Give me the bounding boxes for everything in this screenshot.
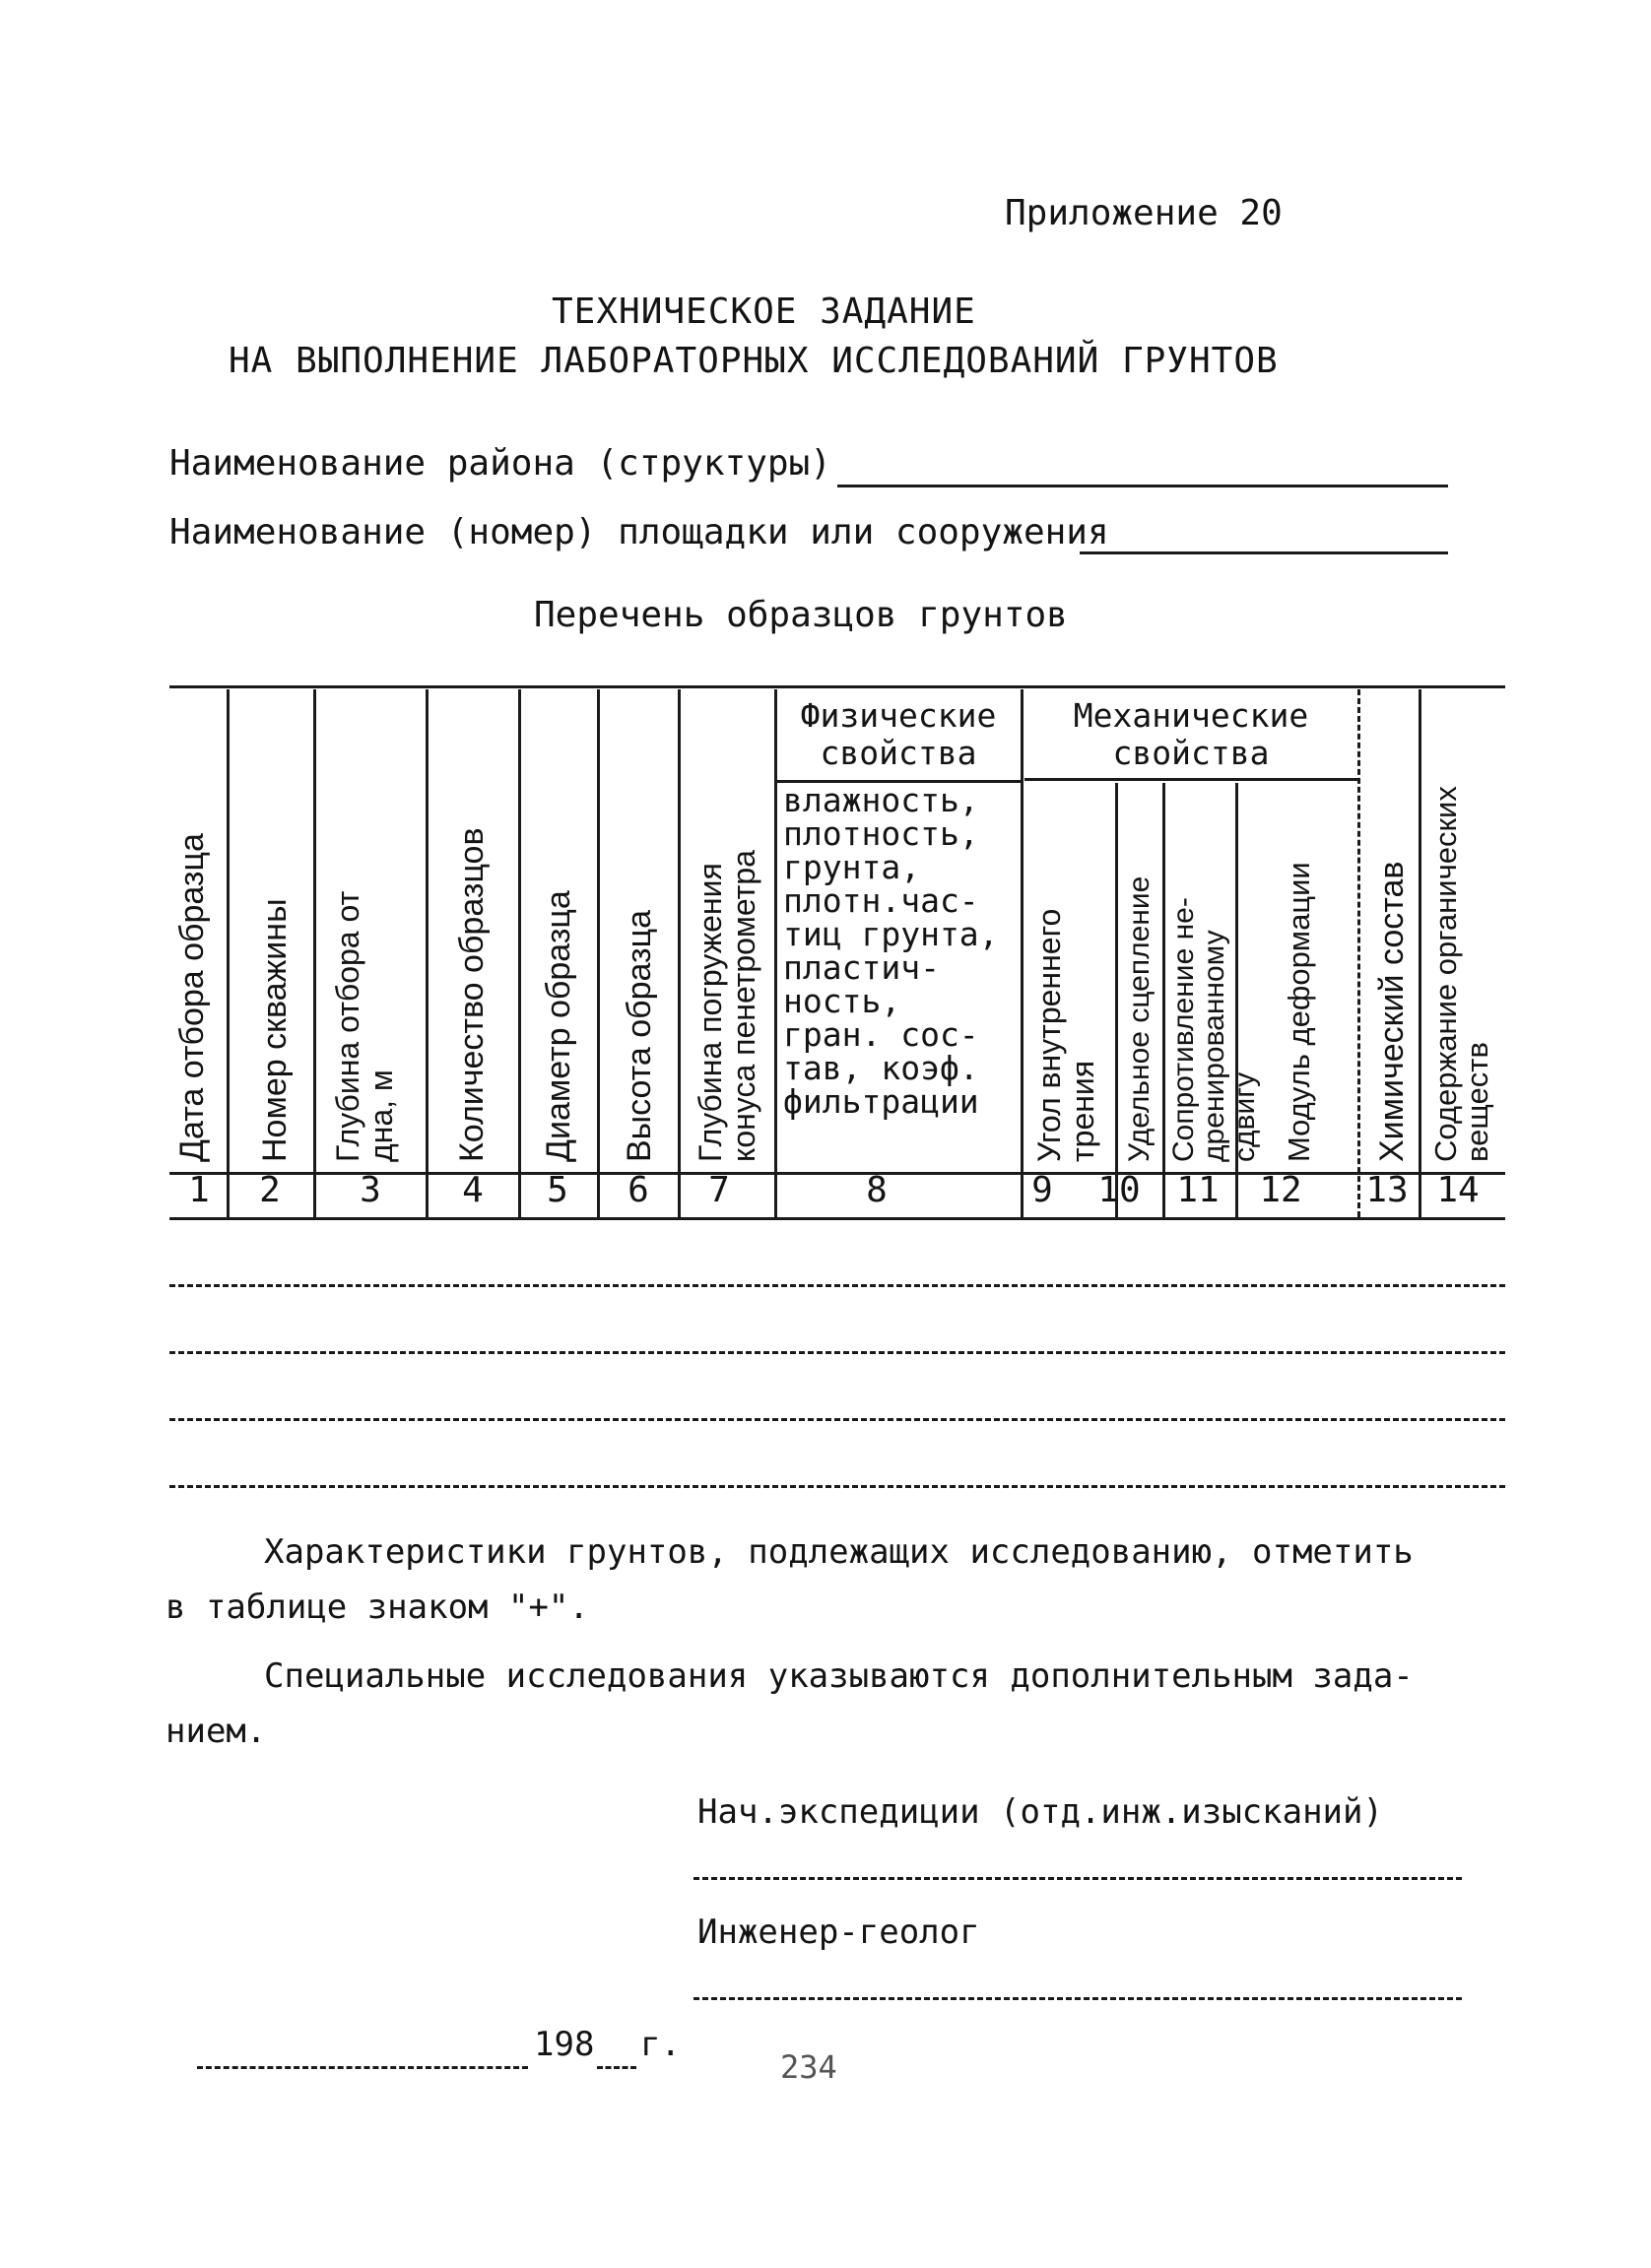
col-separator: [1357, 689, 1360, 1217]
district-label: Наименование района (структуры): [169, 443, 831, 484]
physical-properties-list: [783, 781, 1016, 1121]
group-mechanical-line1: Механические: [1073, 696, 1309, 735]
date-year-prefix: 198: [534, 2025, 595, 2064]
col-number: 8: [866, 1170, 888, 1210]
page-number: 234: [780, 2048, 837, 2086]
note-paragraph-2-line2: нием.: [165, 1712, 267, 1751]
note-paragraph-2-line1: Специальные исследования указываются дополнительным зада-: [264, 1656, 1414, 1696]
physical-line: плотн.час-: [783, 881, 979, 920]
col-header-sample-height: Высота образца: [621, 910, 658, 1162]
physical-line: тиц грунта,: [783, 915, 999, 953]
expedition-head-signature-line[interactable]: [693, 1877, 1462, 1880]
col-header-cone-depth: Глубина погружения конуса пенетрометра: [693, 850, 761, 1162]
col-separator: [1115, 783, 1118, 1217]
numbers-bottom-border: [169, 1217, 1505, 1220]
expedition-head-label: Нач.экспедиции (отд.инж.изысканий): [697, 1792, 1383, 1832]
col-separator: [1162, 783, 1165, 1217]
table-top-border: [169, 685, 1505, 688]
col-number: 3: [360, 1170, 381, 1210]
group-physical-properties: [780, 697, 1017, 772]
appendix-label: Приложение 20: [1005, 193, 1283, 233]
table-row[interactable]: [169, 1418, 1505, 1421]
col-separator: [597, 689, 600, 1217]
table-row[interactable]: [169, 1485, 1505, 1488]
col-separator: [426, 689, 429, 1217]
col-separator: [227, 689, 230, 1217]
district-field-line[interactable]: [837, 485, 1448, 487]
col-header-deformation-modulus: Модуль деформации: [1282, 862, 1316, 1162]
document-subtitle: НА ВЫПОЛНЕНИЕ ЛАБОРАТОРНЫХ ИССЛЕДОВАНИЙ ГРУНТОВ: [229, 341, 1279, 381]
geologist-signature-line[interactable]: [693, 1997, 1462, 2000]
col-number: 11: [1176, 1170, 1220, 1210]
site-label: Наименование (номер) площадки или сооружения: [169, 512, 1109, 552]
table-row[interactable]: [169, 1284, 1505, 1287]
document-title: ТЕХНИЧЕСКОЕ ЗАДАНИЕ: [552, 292, 976, 332]
col-header-sampling-depth: Глубина отбора от дна, м: [330, 890, 399, 1162]
date-year-line[interactable]: [597, 2066, 636, 2069]
list-title: Перечень образцов грунтов: [534, 595, 1068, 635]
physical-line: ность,: [783, 982, 901, 1020]
col-number: 12: [1259, 1170, 1302, 1210]
date-day-month-line[interactable]: [197, 2066, 528, 2069]
physical-line: пластич-: [783, 948, 940, 987]
table-row[interactable]: [169, 1351, 1505, 1354]
col-separator: [678, 689, 681, 1217]
physical-line: гран. сос-: [783, 1015, 979, 1054]
col-header-undrained-shear: Сопротивление не- дренированному сдвигу: [1167, 897, 1261, 1162]
site-field-line[interactable]: [1080, 551, 1448, 554]
group-mechanical-properties: [1028, 697, 1354, 772]
col-separator: [1419, 689, 1421, 1217]
physical-line: грунта,: [783, 848, 921, 886]
physical-line: влажность,: [783, 781, 979, 819]
col-number: 13: [1365, 1170, 1409, 1210]
col-number: 14: [1436, 1170, 1480, 1210]
group-mechanical-line2: свойства: [1112, 734, 1270, 772]
col-number: 7: [708, 1170, 730, 1210]
col-header-organic-content: Содержание органических веществ: [1428, 786, 1494, 1162]
col-header-chemical-composition: Химический состав: [1373, 861, 1411, 1162]
physical-line: плотность,: [783, 814, 979, 853]
col-header-friction-angle: Угол внутреннего трения: [1031, 908, 1100, 1162]
col-separator: [774, 689, 777, 1217]
group-physical-line1: Физические: [800, 696, 997, 735]
col-number: 1: [188, 1170, 210, 1210]
col-number: 6: [627, 1170, 649, 1210]
col-header-cohesion: Удельное сцепление: [1123, 875, 1156, 1162]
col-number: 4: [462, 1170, 484, 1210]
col-number: 5: [547, 1170, 568, 1210]
col-header-sample-date: Дата отбора образца: [173, 833, 211, 1162]
col-separator: [313, 689, 316, 1217]
date-year-suffix: г.: [640, 2025, 681, 2064]
physical-line: фильтрации: [783, 1082, 979, 1121]
physical-line: тав, коэф.: [783, 1049, 979, 1087]
col-separator: [518, 689, 521, 1217]
col-header-borehole-number: Номер скважины: [256, 898, 294, 1162]
col-separator: [1021, 689, 1024, 1217]
col-number: 10: [1097, 1170, 1141, 1210]
group-physical-line2: свойства: [820, 734, 977, 772]
col-header-sample-count: Количество образцов: [453, 827, 491, 1162]
note-paragraph-1-line2: в таблице знаком "+".: [165, 1588, 589, 1627]
mechanical-group-divider: [1024, 778, 1359, 781]
col-number: 2: [259, 1170, 281, 1210]
note-paragraph-1-line1: Характеристики грунтов, подлежащих исследованию, отметить: [264, 1532, 1414, 1572]
geologist-label: Инженер-геолог: [697, 1912, 980, 1952]
col-header-sample-diameter: Диаметр образца: [540, 890, 577, 1162]
col-number: 9: [1031, 1170, 1053, 1210]
